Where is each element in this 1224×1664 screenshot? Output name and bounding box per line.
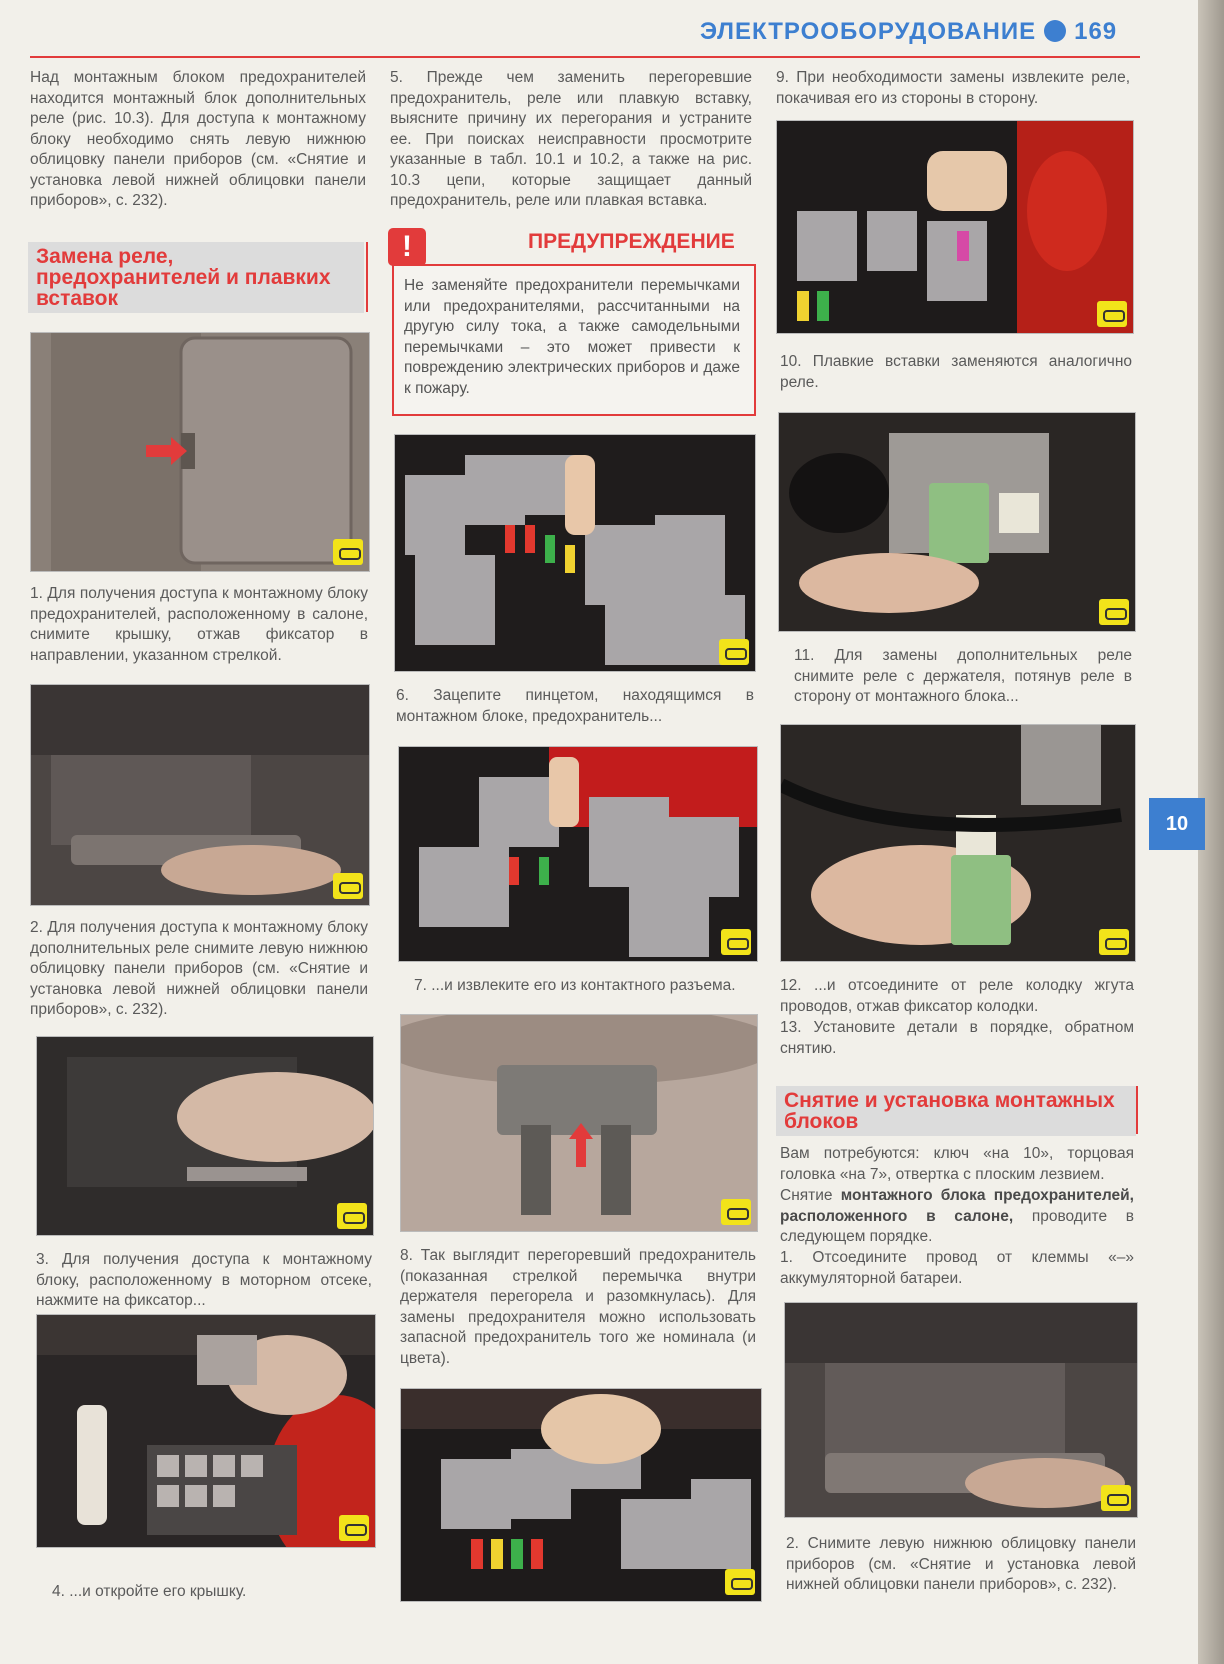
caption-10: 10. Плавкие вставки заменяются аналогично реле. [780, 353, 1132, 391]
photo-9-remove-relay [400, 1388, 762, 1602]
warning-title: ПРЕДУПРЕЖДЕНИЕ [528, 230, 735, 253]
tool-badge-icon [721, 1199, 751, 1225]
photo-10-fusible-link [778, 412, 1136, 632]
tool-badge-icon [1099, 929, 1129, 955]
section-accent-line-2 [1136, 1086, 1138, 1134]
running-header [700, 18, 1117, 46]
photo-r2-dash-trim [784, 1302, 1138, 1518]
warning-text: Не заменяйте предохранители перемычками или предохранителями, рассчитанными на другую силу тока, а также самодельными перемычками – это может привести к повреждению электрических приборов и даже к пожару. [404, 277, 740, 397]
section-title-removal: Снятие и установка монтажных блоков [776, 1086, 1136, 1136]
section-accent-line [366, 242, 368, 312]
text-run: Снятие [780, 1187, 841, 1204]
photo-8-blown-fuse [400, 1014, 758, 1232]
tool-badge-icon [1101, 1485, 1131, 1511]
section-title-replace: Замена реле, предохранителей и плавких вставок [28, 242, 364, 313]
caption-12: 12. ...и отсоедините от реле колодку жгута проводов, отжав фиксатор колодки. [780, 977, 1134, 1015]
page-number: 169 [1074, 18, 1118, 45]
caption-11: 11. Для замены дополнительных реле снимите реле с держателя, потянув реле в сторону от монтажного блока... [794, 647, 1132, 705]
caption-3: 3. Для получения доступа к монтажному блоку, расположенному в моторном отсеке, нажмите на фиксатор... [36, 1251, 372, 1309]
tool-badge-icon [721, 929, 751, 955]
photo-4-open-cover [36, 1314, 376, 1548]
chapter-tab: 10 [1149, 798, 1205, 850]
warning-icon: ! [388, 228, 426, 266]
step-5-paragraph: 5. Прежде чем заменить перегоревшие предохранитель, реле или плавкую вставку, выясните причину их перегорания и устраните ее. При поисках неисправности просмотрите указанные в табл. 10.1 и 10.2, а также на рис. 10.3 цепи, которые защищает данный предохранитель, реле или плавкая вставка. [390, 69, 752, 209]
bold-term: монтажного блока предохранителей, расположенного в салоне, [780, 1187, 1134, 1225]
text-run: проводите в следующем порядке. [780, 1207, 1134, 1245]
caption-4: 4. ...и откройте его крышку. [52, 1583, 247, 1600]
tool-badge-icon [1099, 599, 1129, 625]
tool-badge-icon [719, 639, 749, 665]
tool-badge-icon [337, 1203, 367, 1229]
tool-badge-icon [1097, 301, 1127, 327]
photo-3-engine-latch [36, 1036, 374, 1236]
intro-paragraph: Над монтажным блоком предохранителей находится монтажный блок дополнительных реле (рис. 10.3). Для доступа к монтажному блоку необходимо снять левую нижнюю облицовку панели приборов (см. «Снятие и установка левой нижней облицовки панели приборов», с. 232). [30, 69, 366, 209]
caption-2: 2. Для получения доступа к монтажному блоку дополнительных реле снимите левую нижнюю облицовку панели приборов (см. «Снятие и установка левой нижней облицовки панели приборов», с. 232). [30, 919, 368, 1018]
caption-r2: 2. Снимите левую нижнюю облицовку панели приборов (см. «Снятие и установка левой нижней облицовки панели приборов», с. 232). [786, 1535, 1136, 1593]
caption-6: 6. Зацепите пинцетом, находящимся в монтажном блоке, предохранитель... [396, 687, 754, 725]
caption-9: 9. При необходимости замены извлеките реле, покачивая его из стороны в сторону. [776, 69, 1130, 107]
tool-badge-icon [333, 873, 363, 899]
tool-badge-icon [339, 1515, 369, 1541]
caption-8: 8. Так выглядит перегоревший предохранитель (показанная стрелкой перемычка внутри держателя перегорела и разомкнулась). Для замены предохранителя можно использовать запасной предохранитель того же номинала (и цвета). [400, 1247, 756, 1367]
step-1-paragraph: 1. Отсоедините провод от клеммы «–» аккумуляторной батареи. [780, 1249, 1134, 1287]
photo-7-extract-fuse [398, 746, 758, 962]
caption-7: 7. ...и извлеките его из контактного разъема. [414, 977, 736, 994]
tool-badge-icon [725, 1569, 755, 1595]
photo-11-additional-relay [780, 724, 1136, 962]
header-rule [30, 56, 1140, 58]
photo-9-relay-block [776, 120, 1134, 334]
tool-badge-icon [333, 539, 363, 565]
photo-2-dash-trim [30, 684, 370, 906]
photo-6-tweezers [394, 434, 756, 672]
header-section: ЭЛЕКТРООБОРУДОВАНИЕ [700, 18, 1037, 45]
photo-1-fuse-cover [30, 332, 370, 572]
caption-1: 1. Для получения доступа к монтажному блоку предохранителей, расположенному в салоне, снимите крышку, отжав фиксатор в направлении, указанном стрелкой. [30, 585, 368, 664]
caption-13: 13. Установите детали в порядке, обратном снятию. [780, 1019, 1134, 1057]
tools-paragraph: Вам потребуются: ключ «на 10», торцовая головка «на 7», отвертка с плоским лезвием. [780, 1145, 1134, 1183]
removal-order-paragraph [780, 1186, 1134, 1248]
header-dot-icon [1044, 20, 1066, 42]
